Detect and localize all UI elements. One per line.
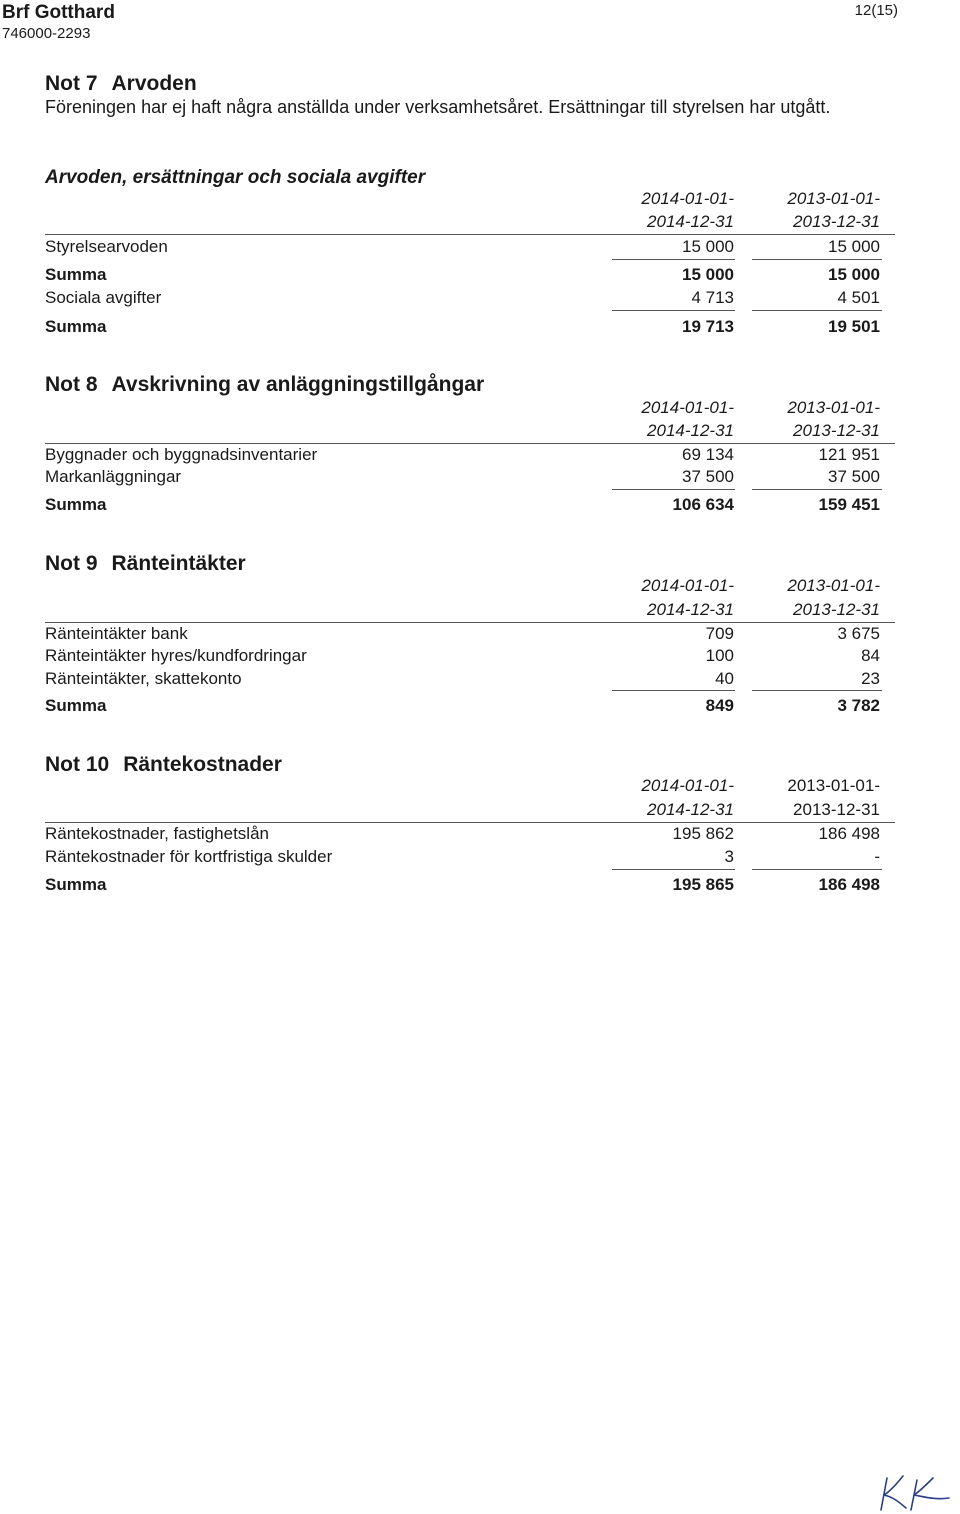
subtotal-rule [612,259,735,260]
note-7-row-current: 15 000 [682,237,734,256]
note-7-title: Arvoden [111,72,197,95]
subtotal-rule [612,489,735,490]
note-9-prior-period-start: 2013-01-01- [787,576,880,595]
note-7-row-label: Styrelsearvoden [45,237,168,256]
note-9-header-rule [45,622,895,623]
note-7-total-current: 19 713 [682,317,734,336]
note-8-prior-period-start: 2013-01-01- [787,398,880,417]
handwritten-initials-signature [873,1472,953,1514]
note-10-title: Räntekostnader [123,753,282,776]
note-8-heading [45,373,484,397]
note-10-row-current: 195 862 [672,824,734,843]
subtotal-rule [752,259,882,260]
note-7-subtitle: Arvoden, ersättningar och sociala avgifter [45,167,426,188]
note-8-current-period-start: 2014-01-01- [641,398,734,417]
note-7-current-period-end: 2014-12-31 [647,212,734,231]
note-10-total-current: 195 865 [672,875,734,894]
note-7-row-prior: 4 501 [837,288,880,307]
note-8-row-prior: 121 951 [818,445,880,464]
note-8-total-prior: 159 451 [818,495,880,514]
note-10-total-prior: 186 498 [818,875,880,894]
note-8-title: Avskrivning av anläggningstillgångar [111,373,485,396]
note-10-row-prior: 186 498 [818,824,880,843]
note-7-summa-label: Summa [45,265,107,284]
note-9-total-prior: 3 782 [837,696,880,715]
note-7-total-label: Summa [45,317,107,336]
note-7-intro: Föreningen har ej haft några anställda under verksamhetsåret. Ersättningar till styrelsen har utgått. [45,97,831,117]
page-number: 12(15) [854,2,898,19]
note-10-number: Not 10 [45,753,110,776]
note-7-heading [45,72,197,96]
note-8-row-current: 37 500 [682,467,734,486]
note-9-row-prior: 84 [861,646,880,665]
note-8-number: Not 8 [45,373,98,396]
note-10-row-current: 3 [724,847,734,866]
note-9-row-current: 709 [705,624,734,643]
note-7-row-current: 4 713 [691,288,734,307]
note-9-number: Not 9 [45,552,98,575]
note-10-current-period-start: 2014-01-01- [641,776,734,795]
note-7-row-label: Sociala avgifter [45,288,162,307]
note-7-number: Not 7 [45,72,98,95]
note-7-prior-period-end: 2013-12-31 [793,212,880,231]
subtotal-rule [612,869,735,870]
note-10-header-rule [45,822,895,823]
note-9-current-period-end: 2014-12-31 [647,600,734,619]
organization-number: 746000-2293 [2,25,91,42]
note-10-prior-period-end: 2013-12-31 [793,800,880,819]
note-10-row-label: Räntekostnader, fastighetslån [45,824,269,843]
note-9-current-period-start: 2014-01-01- [641,576,734,595]
note-10-heading [45,753,282,777]
note-7-prior-period-start: 2013-01-01- [787,189,880,208]
note-10-row-label: Räntekostnader för kortfristiga skulder [45,847,333,866]
subtotal-rule [612,690,735,691]
note-8-header-rule [45,443,895,444]
organization-name: Brf Gotthard [2,2,115,23]
note-9-prior-period-end: 2013-12-31 [793,600,880,619]
subtotal-rule [612,310,735,311]
note-9-row-prior: 23 [861,669,880,688]
note-9-total-current: 849 [705,696,734,715]
note-9-row-current: 40 [715,669,734,688]
note-7-row-prior: 15 000 [828,237,880,256]
note-10-prior-period-start: 2013-01-01- [787,776,880,795]
note-8-row-current: 69 134 [682,445,734,464]
note-7-current-period-start: 2014-01-01- [641,189,734,208]
note-7-header-rule [45,234,895,235]
note-9-row-label: Ränteintäkter bank [45,624,188,643]
note-8-row-label: Byggnader och byggnadsinventarier [45,445,318,464]
subtotal-rule [752,690,882,691]
note-9-row-label: Ränteintäkter, skattekonto [45,669,242,688]
note-9-heading [45,552,246,576]
note-8-prior-period-end: 2013-12-31 [793,421,880,440]
note-8-row-prior: 37 500 [828,467,880,486]
note-10-total-label: Summa [45,875,107,894]
note-9-title: Ränteintäkter [111,552,246,575]
note-8-total-label: Summa [45,495,107,514]
note-7-total-prior: 19 501 [828,317,880,336]
note-9-row-current: 100 [705,646,734,665]
note-7-summa-current: 15 000 [682,265,734,284]
note-8-row-label: Markanläggningar [45,467,182,486]
subtotal-rule [752,310,882,311]
note-7-summa-prior: 15 000 [828,265,880,284]
note-8-current-period-end: 2014-12-31 [647,421,734,440]
note-10-current-period-end: 2014-12-31 [647,800,734,819]
subtotal-rule [752,489,882,490]
subtotal-rule [752,869,882,870]
note-8-total-current: 106 634 [672,495,734,514]
note-9-row-prior: 3 675 [837,624,880,643]
note-9-total-label: Summa [45,696,107,715]
note-10-row-prior: - [874,847,880,866]
note-9-row-label: Ränteintäkter hyres/kundfordringar [45,646,307,665]
